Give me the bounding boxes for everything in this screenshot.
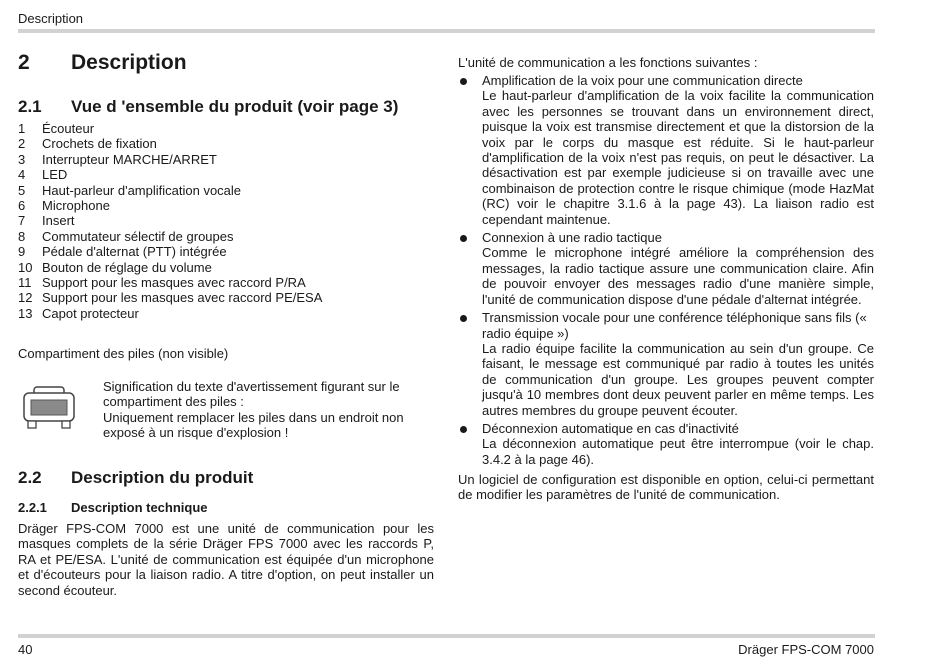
list-item: Déconnexion automatique en cas d'inactivité La déconnexion automatique peut être interrompue (voir le chap. 3.4.2 à la page 46). xyxy=(458,421,874,467)
list-item: 9 Pédale d'alternat (PTT) intégrée xyxy=(18,244,227,260)
list-item: Connexion à une radio tactique Comme le microphone intégré améliore la compréhension des messages, la radio tactique assure une communication claire. Afin de pouvoir envoyer des messages radio d'une manière simple, l'unité de communication dispose d'une pédale d'alternat intégrée. xyxy=(458,230,874,307)
list-item: 1 Écouteur xyxy=(18,121,95,136)
list-item: 11 Support pour les masques avec raccord P/RA xyxy=(18,274,306,290)
footer-product: Dräger FPS-COM 7000 xyxy=(738,642,874,657)
battery-compartment-icon xyxy=(22,385,76,431)
bullet-icon xyxy=(460,315,467,322)
section-2-1-title: Vue d 'ensemble du produit (voir page 3) xyxy=(71,97,399,116)
functions-intro: L'unité de communication a les fonctions suivantes : xyxy=(458,55,758,70)
battery-note: Compartiment des piles (non visible) xyxy=(18,346,229,361)
running-header: Description xyxy=(18,11,84,26)
list-item: 2 Crochets de fixation xyxy=(18,136,157,152)
list-item: Amplification de la voix pour une communication directe Le haut-parleur d'amplification de la voix facilite la communication avec les personnes se trouvant dans un environnement direct, puisque la voix est transmise directement et que la distorsion de la voix par le corps du masque est réduite. Si le haut-parleur d'amplification de la voix n'est pas requis, on peut le désactiver. La désactivation est par exemple judicieuse si on travaille avec une combinaison de protection contre le risque chimique (mode HazMat (RC) voir le chapitre 3.1.6 à la page 43). La liaison radio est cependant maintenue. xyxy=(458,73,874,227)
section-2-2-1-title: Description technique xyxy=(71,500,208,515)
warning-text: Signification du texte d'avertissement figurant sur le compartiment des piles : Uniquement remplacer les piles dans un endroit non exposé à un risque d'explosion ! xyxy=(103,379,404,441)
section-2-2-number: 2.2 xyxy=(18,468,42,487)
section-2-1-number: 2.1 xyxy=(18,97,42,116)
chapter-title: Description xyxy=(71,51,187,74)
list-item: Transmission vocale pour une conférence téléphonique sans fils (« radio équipe ») La radio équipe facilite la communication au sein d'un groupe. Ce faisant, le message est communiqué par radio à toutes les unités de communication d'un groupe. Les groupes peuvent compter jusqu'à 10 membres dont deux peuvent parler en même temps. Les autres membres du groupe peuvent écouter. xyxy=(458,310,874,418)
list-item: 10 Bouton de réglage du volume xyxy=(18,259,212,275)
chapter-number: 2 xyxy=(18,51,30,74)
list-item: 4 LED xyxy=(18,167,68,183)
bullet-icon xyxy=(460,78,467,85)
page-number: 40 xyxy=(18,642,33,657)
section-2-2-1-number: 2.2.1 xyxy=(18,500,47,515)
technical-description: Dräger FPS-COM 7000 est une unité de communication pour les masques complets de la série Dräger FPS 7000 avec les raccords P, RA et PE/ESA. L'unité de communication est équipée d'un microphone et d'écouteurs pour la liaison radio. A titre d'option, on peut installer un second écouteur. xyxy=(18,521,434,598)
bullet-icon xyxy=(460,235,467,242)
closing-paragraph: Un logiciel de configuration est disponible en option, celui-ci permettant de modifier les paramètres de l'unité de communication. xyxy=(458,472,874,503)
section-2-2-title: Description du produit xyxy=(71,468,254,487)
component-list xyxy=(18,121,322,321)
list-item: 12 Support pour les masques avec raccord PE/ESA xyxy=(18,290,323,306)
list-item: 8 Commutateur sélectif de groupes xyxy=(18,228,234,244)
list-item: 13 Capot protecteur xyxy=(18,305,139,321)
list-item: 5 Haut-parleur d'amplification vocale xyxy=(18,182,242,198)
list-item: 6 Microphone xyxy=(18,197,110,213)
list-item: 3 Interrupteur MARCHE/ARRET xyxy=(18,151,217,167)
function-list xyxy=(458,73,874,470)
list-item: 7 Insert xyxy=(18,213,75,229)
header-rule xyxy=(18,29,875,33)
footer-rule xyxy=(18,634,875,638)
bullet-icon xyxy=(460,426,467,433)
